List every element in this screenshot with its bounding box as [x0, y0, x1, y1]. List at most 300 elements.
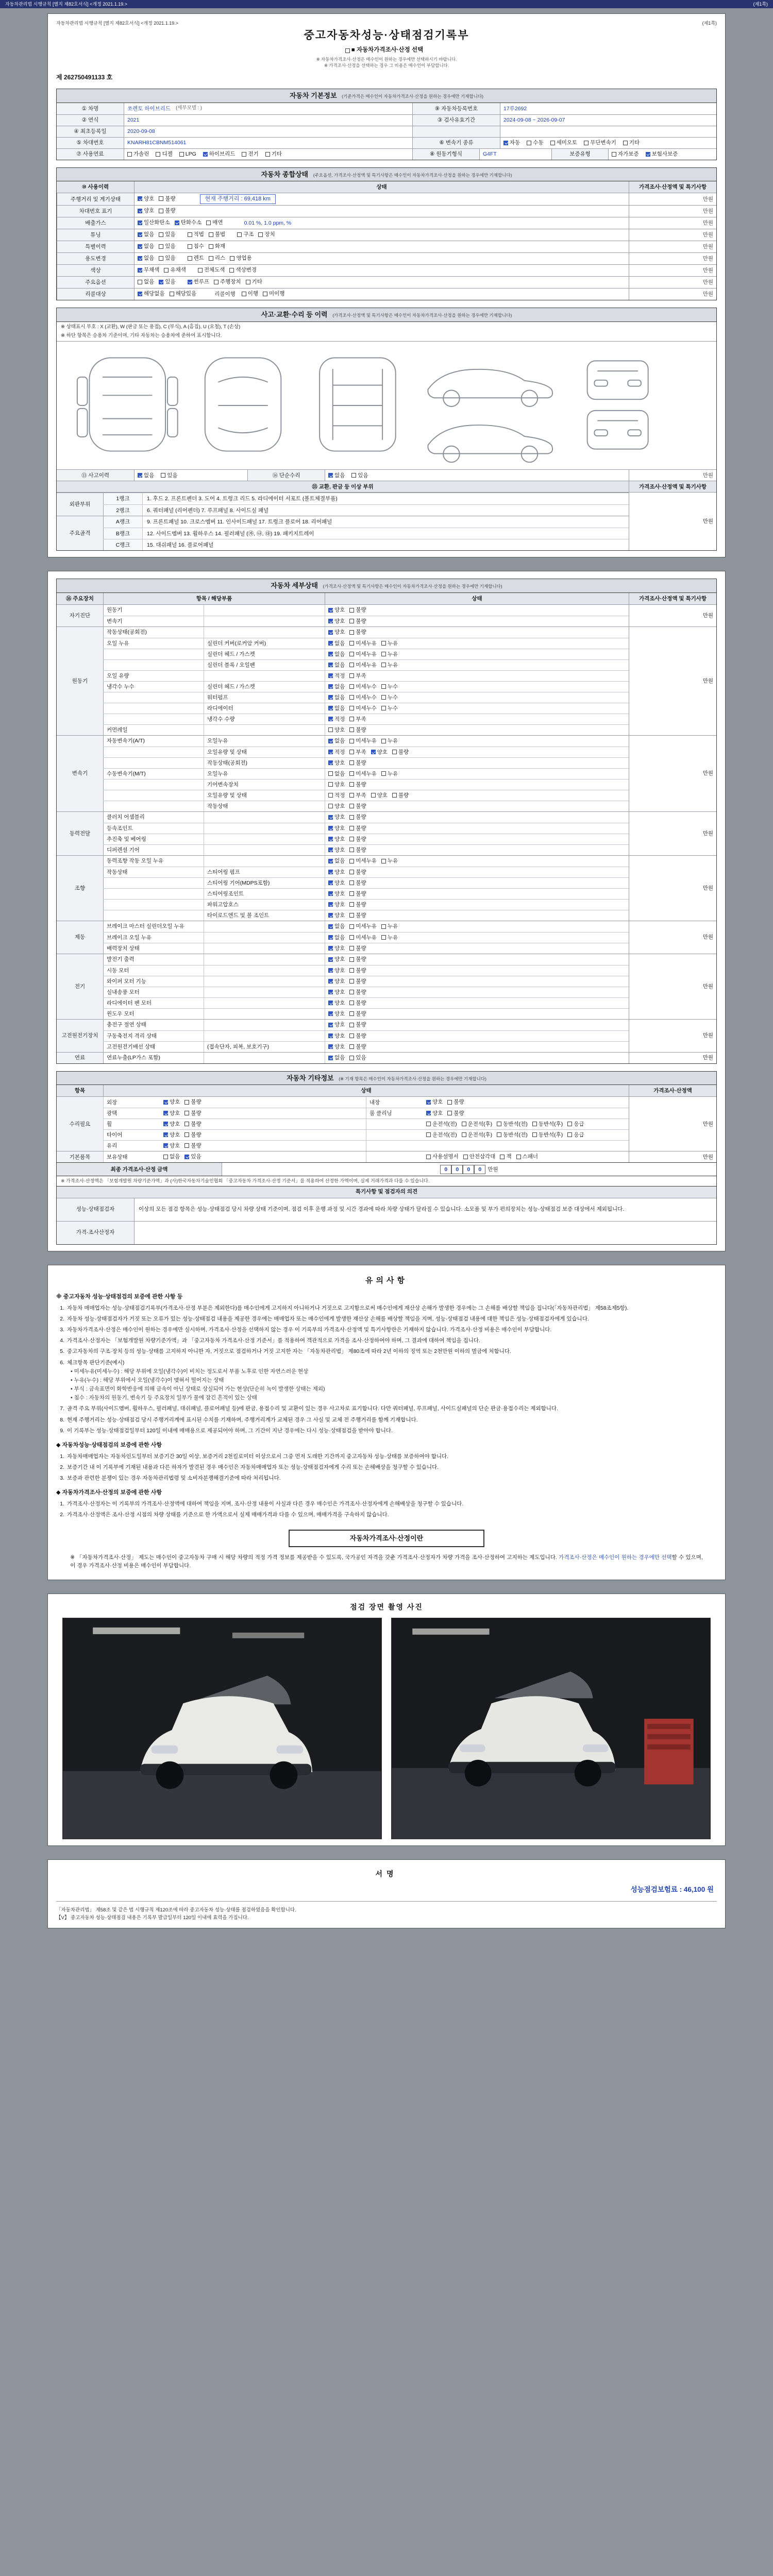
checkbox[interactable] — [349, 684, 354, 689]
checkbox[interactable] — [328, 1033, 333, 1038]
warranty-options — [608, 149, 716, 160]
other-group — [57, 1096, 716, 1151]
checkbox[interactable] — [242, 292, 246, 296]
checkbox[interactable] — [188, 256, 192, 261]
checkbox[interactable] — [138, 196, 142, 201]
checkbox[interactable] — [328, 608, 333, 613]
details-subitem — [204, 976, 325, 987]
checkbox[interactable] — [349, 1044, 354, 1049]
option-label: 없음 — [334, 1055, 345, 1061]
checkbox[interactable] — [229, 268, 234, 273]
checkbox[interactable] — [159, 280, 163, 284]
checkbox[interactable] — [163, 1122, 168, 1126]
checkbox[interactable] — [349, 750, 354, 754]
checkbox[interactable] — [328, 641, 333, 646]
checkbox[interactable] — [328, 990, 333, 994]
details-row — [103, 714, 629, 724]
checkbox[interactable] — [392, 750, 397, 754]
checkbox[interactable] — [381, 652, 386, 656]
notice-item — [56, 1315, 717, 1323]
field-label-empty — [412, 126, 500, 137]
checkbox[interactable] — [349, 1023, 354, 1027]
status-option — [258, 231, 275, 238]
checkbox[interactable] — [184, 1111, 189, 1115]
option-label: 양호 — [334, 803, 345, 809]
checkbox[interactable] — [623, 141, 628, 145]
checkbox[interactable] — [188, 280, 192, 284]
details-subitem — [204, 1031, 325, 1041]
other-cell-options — [163, 1131, 206, 1140]
checkbox[interactable] — [349, 695, 354, 700]
option-label: 없음 — [334, 770, 345, 777]
final-amount-value — [222, 1163, 716, 1176]
checkbox[interactable] — [349, 673, 354, 678]
rank-label: C랭크 — [103, 539, 142, 550]
option-label: 없음 — [144, 472, 155, 479]
checkbox[interactable] — [258, 232, 263, 237]
checkbox[interactable] — [426, 1155, 431, 1159]
checkbox[interactable] — [349, 902, 354, 907]
checkbox[interactable] — [349, 979, 354, 984]
checkbox[interactable] — [516, 1155, 521, 1159]
opinions-header: 특기사항 및 점검자의 의견 — [57, 1187, 716, 1198]
checkbox[interactable] — [349, 837, 354, 841]
option-label: 양호 — [170, 1142, 180, 1149]
summary-row-price: 만원 — [629, 253, 716, 264]
checkbox[interactable] — [328, 848, 333, 852]
option-label: 누수 — [387, 694, 398, 701]
checkbox[interactable] — [381, 935, 386, 940]
status-option — [328, 770, 345, 777]
status-groups — [138, 219, 235, 227]
checkbox[interactable] — [497, 1132, 501, 1137]
details-row — [103, 1041, 629, 1052]
status-option — [349, 857, 377, 865]
status-option — [349, 683, 377, 690]
details-status — [325, 714, 629, 724]
checkbox[interactable] — [175, 221, 179, 225]
checkbox[interactable] — [349, 815, 354, 820]
group-name: 동력전달 — [57, 812, 103, 855]
details-group — [57, 1019, 716, 1052]
checkbox[interactable] — [328, 935, 333, 940]
checkbox[interactable] — [328, 793, 333, 798]
option-label: 없음 — [334, 683, 345, 690]
checkbox[interactable] — [349, 771, 354, 776]
checkbox[interactable] — [612, 152, 616, 157]
option-label: 불량 — [191, 1121, 201, 1127]
checkbox[interactable] — [349, 608, 354, 613]
group-price: 만원 — [629, 736, 716, 811]
notice-item — [56, 1405, 717, 1412]
option-label: 주행장치 — [220, 279, 241, 285]
checkbox[interactable] — [179, 152, 184, 157]
option-label: 양호 — [334, 759, 345, 766]
checkbox[interactable] — [328, 880, 333, 885]
checkbox[interactable] — [328, 739, 333, 743]
checkbox[interactable] — [246, 280, 250, 284]
checkbox[interactable] — [371, 793, 376, 798]
checkbox[interactable] — [184, 1155, 189, 1159]
checkbox[interactable] — [214, 280, 219, 284]
checkbox[interactable] — [349, 706, 354, 710]
checkbox[interactable] — [381, 739, 386, 743]
checkbox[interactable] — [328, 946, 333, 951]
status-option — [328, 792, 345, 799]
checkbox[interactable] — [349, 717, 354, 721]
checkbox[interactable] — [349, 880, 354, 885]
checkbox[interactable] — [426, 1100, 431, 1105]
checkbox[interactable] — [159, 209, 163, 213]
checkbox[interactable] — [567, 1122, 572, 1126]
checkbox[interactable] — [198, 268, 203, 273]
checkbox[interactable] — [349, 990, 354, 994]
details-subitem: 작동상태(공회전) — [204, 758, 325, 768]
status-option — [328, 749, 345, 756]
checkbox[interactable] — [462, 1132, 466, 1137]
details-subitem: 스티어링 기어(MDPS포함) — [204, 878, 325, 888]
details-row — [103, 976, 629, 987]
checkbox[interactable] — [328, 695, 333, 700]
checkbox[interactable] — [242, 152, 246, 157]
other-row — [103, 1108, 629, 1118]
checkbox[interactable] — [349, 619, 354, 623]
checkbox[interactable] — [328, 706, 333, 710]
checkbox[interactable] — [156, 152, 160, 157]
checkbox[interactable] — [138, 221, 142, 225]
checkbox[interactable] — [328, 717, 333, 721]
option-label: 미세누유 — [356, 770, 377, 777]
checkbox[interactable] — [265, 152, 270, 157]
checkbox[interactable] — [138, 244, 142, 249]
checkbox[interactable] — [163, 1111, 168, 1115]
details-item: 배력장치 상태 — [103, 943, 204, 954]
checkbox[interactable] — [328, 727, 333, 732]
checkbox[interactable] — [328, 663, 333, 667]
status-option — [349, 792, 366, 799]
checkbox[interactable] — [328, 826, 333, 831]
checkbox[interactable] — [381, 684, 386, 689]
checkbox[interactable] — [138, 232, 142, 237]
checkbox[interactable] — [532, 1132, 537, 1137]
details-status — [325, 1053, 629, 1063]
checkbox[interactable] — [328, 870, 333, 874]
checkbox[interactable] — [237, 232, 242, 237]
checkbox[interactable] — [184, 1122, 189, 1126]
status-option — [328, 836, 345, 843]
summary-row-label: 주요옵션 — [57, 277, 134, 288]
checkbox[interactable] — [349, 739, 354, 743]
status-option — [328, 934, 345, 941]
checkbox[interactable] — [209, 244, 213, 249]
option-label: 양호 — [334, 967, 345, 974]
status-option — [381, 770, 398, 777]
status-option — [392, 792, 409, 799]
checkbox[interactable] — [328, 1001, 333, 1005]
checkbox[interactable] — [349, 957, 354, 962]
opinion-row — [57, 1221, 716, 1244]
checkbox[interactable] — [159, 256, 163, 261]
checkbox[interactable] — [159, 196, 163, 201]
option-label: 있음 — [165, 231, 176, 238]
option-label: 미세누유 — [356, 934, 377, 941]
option-label: 양호 — [334, 978, 345, 985]
checkbox[interactable] — [349, 782, 354, 787]
accident-row-price: 만원 — [629, 470, 716, 481]
checkbox[interactable] — [349, 1001, 354, 1005]
details-item — [103, 790, 204, 801]
checkbox[interactable] — [349, 652, 354, 656]
other-cell-label: 휠 — [107, 1121, 112, 1128]
checkbox[interactable] — [328, 673, 333, 678]
other-cell — [103, 1097, 366, 1108]
checkbox[interactable] — [349, 727, 354, 732]
checkbox[interactable] — [381, 663, 386, 667]
group-rows — [103, 1151, 629, 1162]
car-name-submodel: (세부모델 : ) — [176, 105, 203, 111]
checkbox[interactable] — [328, 837, 333, 841]
status-option — [381, 662, 398, 669]
print-header-right: (제1쪽) — [753, 1, 768, 7]
details-item: 등속조인트 — [103, 823, 204, 834]
checkbox[interactable] — [371, 750, 376, 754]
checkbox[interactable] — [345, 48, 350, 53]
checkbox[interactable] — [159, 244, 163, 249]
checkbox[interactable] — [163, 1155, 168, 1159]
checkbox[interactable] — [328, 760, 333, 765]
details-status — [325, 845, 629, 855]
panel-category: 주요골격 — [57, 516, 103, 550]
checkbox[interactable] — [349, 891, 354, 896]
checkbox[interactable] — [170, 292, 174, 296]
checkbox[interactable] — [349, 859, 354, 863]
checkbox[interactable] — [138, 292, 142, 296]
checkbox[interactable] — [263, 292, 267, 296]
checkbox[interactable] — [527, 141, 531, 145]
details-item: 커먼레일 — [103, 725, 204, 735]
checkbox[interactable] — [159, 232, 163, 237]
checkbox[interactable] — [381, 771, 386, 776]
checkbox[interactable] — [328, 684, 333, 689]
checkbox[interactable] — [138, 209, 142, 213]
status-option — [371, 749, 388, 756]
checkbox[interactable] — [138, 256, 142, 261]
checkbox[interactable] — [328, 630, 333, 635]
checkbox[interactable] — [138, 280, 142, 284]
checkbox[interactable] — [127, 152, 132, 157]
details-subitem — [204, 725, 325, 735]
checkbox[interactable] — [349, 968, 354, 973]
checkbox[interactable] — [138, 268, 142, 273]
checkbox[interactable] — [328, 652, 333, 656]
option-label: 잭 — [506, 1154, 512, 1160]
checkbox[interactable] — [392, 793, 397, 798]
option-label: 양호 — [432, 1110, 443, 1116]
checkbox[interactable] — [184, 1143, 189, 1148]
details-status — [325, 889, 629, 899]
checkbox[interactable] — [381, 706, 386, 710]
field-label-car-name: ① 차명 — [57, 103, 124, 114]
checkbox[interactable] — [381, 859, 386, 863]
checkbox[interactable] — [349, 804, 354, 808]
checkbox[interactable] — [503, 141, 508, 145]
details-row — [103, 954, 629, 965]
checkbox[interactable] — [328, 1056, 333, 1060]
checkbox[interactable] — [328, 1044, 333, 1049]
checkbox[interactable] — [500, 1155, 505, 1159]
checkbox[interactable] — [497, 1122, 501, 1126]
checkbox[interactable] — [349, 663, 354, 667]
status-option — [349, 726, 366, 734]
option-label: 누유 — [387, 662, 398, 668]
notice-item-text: 현재 주행거리는 성능·상태점검 당시 주행거리계에 표시된 수치를 기재하며, 주행거리계가 교체된 경우 그 사실 및 교체 전 주행거리를 함께 기재합니다. — [67, 1416, 418, 1423]
checkbox[interactable] — [349, 1056, 354, 1060]
status-option — [328, 781, 345, 788]
notice-item-text: 자동차 성능·상태점검자가 거짓 또는 오류가 있는 성능·상태점검 내용을 제공한 경우에는 매매업자 또는 매수인에게 발생한 재산상 손해를 배상할 책임을 지며, 성능·상태점검 내용에 대한 책임은 성능·상태점검자에게 있습니다. — [67, 1315, 589, 1322]
checkbox[interactable] — [349, 913, 354, 918]
option-label: 불량 — [356, 945, 366, 952]
details-row — [103, 899, 629, 910]
summary-col-state: 상태 — [134, 181, 629, 193]
status-option — [161, 472, 177, 479]
checkbox[interactable] — [381, 924, 386, 929]
checkbox[interactable] — [349, 630, 354, 635]
checkbox[interactable] — [328, 750, 333, 754]
transmission-option — [503, 139, 520, 146]
summary-row — [57, 241, 716, 252]
checkbox[interactable] — [349, 924, 354, 929]
other-cell-options — [426, 1153, 543, 1161]
checkbox[interactable] — [164, 268, 169, 273]
option-label: 없음 — [144, 231, 155, 238]
price-survey-note-1: ※ 자동차가격조사·산정은 매수인이 원하는 경우에만 선택하시기 바랍니다. — [316, 57, 457, 62]
details-subitem — [204, 834, 325, 844]
checkbox[interactable] — [532, 1122, 537, 1126]
checkbox[interactable] — [328, 979, 333, 984]
checkbox[interactable] — [328, 924, 333, 929]
checkbox[interactable] — [349, 935, 354, 940]
checkbox[interactable] — [328, 473, 333, 478]
checkbox[interactable] — [349, 848, 354, 852]
option-label: 유채색 — [170, 267, 186, 274]
checkbox[interactable] — [462, 1122, 466, 1126]
checkbox[interactable] — [349, 793, 354, 798]
status-option — [381, 651, 398, 658]
checkbox[interactable] — [163, 1100, 168, 1105]
checkbox[interactable] — [646, 152, 650, 157]
field-label-first-registration: ④ 최초등록일 — [57, 126, 124, 137]
checkbox[interactable] — [328, 815, 333, 820]
option-label: 탄화수소 — [180, 219, 202, 226]
details-row — [103, 943, 629, 954]
checkbox[interactable] — [188, 244, 192, 249]
details-status — [325, 649, 629, 659]
checkbox[interactable] — [426, 1122, 431, 1126]
checkbox[interactable] — [567, 1132, 572, 1137]
checkbox[interactable] — [206, 221, 211, 225]
checkbox[interactable] — [447, 1111, 452, 1115]
details-status — [325, 605, 629, 616]
checkbox[interactable] — [163, 1132, 168, 1137]
checkbox[interactable] — [349, 1033, 354, 1038]
checkbox[interactable] — [328, 804, 333, 808]
checkbox[interactable] — [349, 946, 354, 951]
checkbox[interactable] — [328, 619, 333, 623]
checkbox[interactable] — [349, 870, 354, 874]
checkbox[interactable] — [447, 1100, 452, 1105]
group-name: 자기진단 — [57, 605, 103, 626]
summary-row-state — [134, 229, 629, 241]
details-item: 발전기 출력 — [103, 954, 204, 965]
checkbox[interactable] — [209, 232, 213, 237]
checkbox[interactable] — [328, 891, 333, 896]
status-option — [184, 1098, 201, 1106]
details-status — [325, 823, 629, 834]
checkbox[interactable] — [184, 1132, 189, 1137]
checkbox[interactable] — [328, 1011, 333, 1016]
checkbox[interactable] — [209, 256, 213, 261]
notice-subitem: • 부식 : 금속표면이 화학반응에 의해 금속이 아닌 상태로 상실되어 가는 현상(단순히 녹이 발생한 상태는 제외) — [71, 1386, 325, 1393]
option-label: 불량 — [356, 978, 366, 985]
checkbox[interactable] — [328, 957, 333, 962]
status-option — [567, 1131, 584, 1139]
checkbox[interactable] — [349, 641, 354, 646]
option-label: 양호 — [334, 999, 345, 1006]
checkbox[interactable] — [349, 760, 354, 765]
details-subitem: 작동상태 — [204, 801, 325, 811]
checkbox[interactable] — [381, 641, 386, 646]
checkbox[interactable] — [230, 256, 234, 261]
rank-list — [103, 493, 629, 516]
checkbox[interactable] — [188, 232, 192, 237]
checkbox[interactable] — [463, 1155, 468, 1159]
checkbox[interactable] — [351, 473, 356, 478]
checkbox[interactable] — [550, 141, 555, 145]
checkbox[interactable] — [163, 1143, 168, 1148]
print-header-bar — [0, 0, 773, 8]
option-label: 양호 — [334, 869, 345, 875]
details-subitem: 실린더 커버(로커암 커버) — [204, 638, 325, 649]
summary-row-state — [134, 265, 629, 276]
checkbox[interactable] — [328, 968, 333, 973]
checkbox[interactable] — [349, 1011, 354, 1016]
checkbox[interactable] — [584, 141, 589, 145]
checkbox[interactable] — [328, 771, 333, 776]
checkbox[interactable] — [349, 826, 354, 831]
checkbox[interactable] — [138, 473, 142, 478]
option-label: 없음 — [334, 705, 345, 711]
checkbox[interactable] — [184, 1100, 189, 1105]
checkbox[interactable] — [328, 902, 333, 907]
checkbox[interactable] — [203, 152, 208, 157]
status-option — [328, 857, 345, 865]
checkbox[interactable] — [328, 782, 333, 787]
checkbox[interactable] — [328, 913, 333, 918]
document-title: 중고자동차성능·상태점검기록부 — [304, 29, 469, 42]
checkbox[interactable] — [161, 473, 165, 478]
checkbox[interactable] — [328, 859, 333, 863]
status-option — [349, 912, 366, 919]
status-groups — [138, 243, 237, 251]
checkbox[interactable] — [328, 1023, 333, 1027]
option-label: 동반석(전) — [503, 1131, 528, 1138]
status-option — [184, 1110, 201, 1117]
checkbox[interactable] — [381, 695, 386, 700]
group-rows — [103, 921, 629, 954]
checkbox[interactable] — [426, 1132, 431, 1137]
checkbox[interactable] — [426, 1111, 431, 1115]
details-item: 실내송풍 모터 — [103, 987, 204, 997]
